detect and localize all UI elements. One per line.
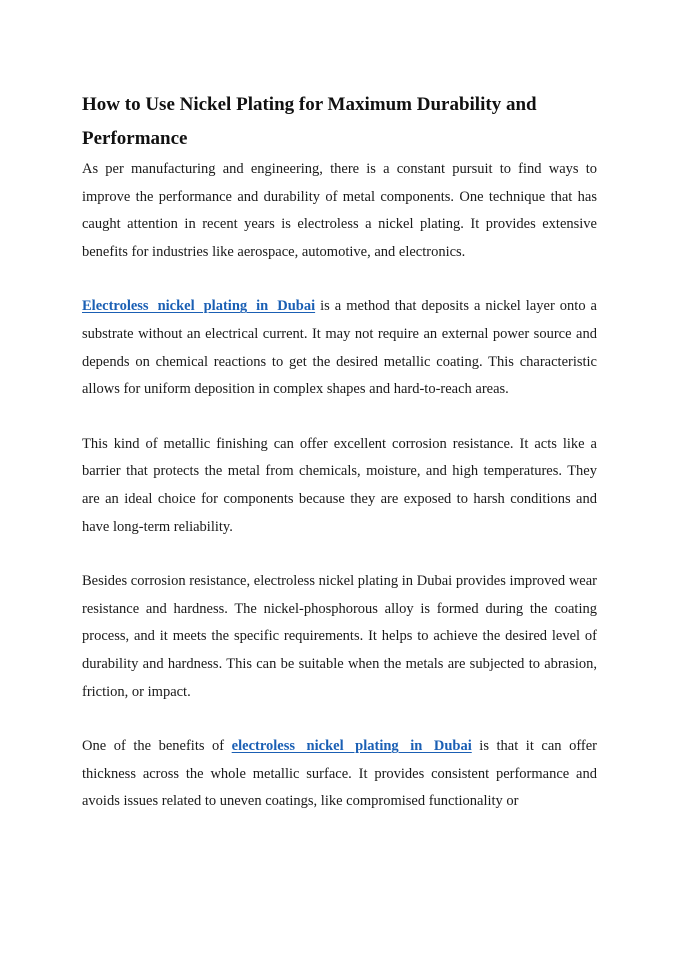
paragraph-method-text: is a method that deposits a nickel layer onto a substrate without an electrical current. It may not require an external power source and depends on chemical reactions to get the desired metallic coating. This characteristic allows for uniform deposition in complex shapes and hard-to-reach areas. (82, 298, 597, 398)
electroless-nickel-plating-link[interactable]: Electroless nickel plating in Dubai (82, 298, 316, 315)
paragraph-corrosion: This kind of metallic finishing can offer excellent corrosion resistance. It acts like a barrier that protects the metal from chemicals, moisture, and high temperatures. They are an ideal choice for components because they are exposed to harsh conditions and have long-term reliability. (82, 435, 597, 535)
paragraph-gap (82, 266, 597, 293)
paragraph-benefits-start: One of the benefits of (82, 738, 232, 755)
paragraph-benefits-text: is that it can offer thickness across the whole metallic surface. It provides consistent performance and avoids issues related to uneven coatings, like compromised functionality or (82, 738, 597, 810)
paragraph-gap (82, 706, 597, 733)
paragraph-intro: As per manufacturing and engineering, there is a constant pursuit to find ways to improve the performance and durability of metal components. One technique that has caught attention in recent years is electroless a nickel plating. It provides extensive benefits for industries like aerospace, automotive, and electronics. (82, 161, 597, 260)
electroless-nickel-plating-dubai-link[interactable]: electroless nickel plating in Dubai (231, 738, 472, 755)
document-page (82, 88, 597, 813)
paragraph-method (82, 293, 597, 403)
paragraph-benefits (82, 733, 597, 813)
paragraph-gap (82, 404, 597, 431)
paragraph-gap (82, 541, 597, 568)
document-title: How to Use Nickel Plating for Maximum Durability and Performance (82, 94, 537, 149)
paragraph-wear-resistance: Besides corrosion resistance, electroless nickel plating in Dubai provides improved wear resistance and hardness. The nickel-phosphorous alloy is formed during the coating process, and it meets the specific requirements. It helps to achieve the desired level of durability and hardness. This can be suitable when the metals are subjected to abrasion, friction, or impact. (82, 573, 597, 700)
